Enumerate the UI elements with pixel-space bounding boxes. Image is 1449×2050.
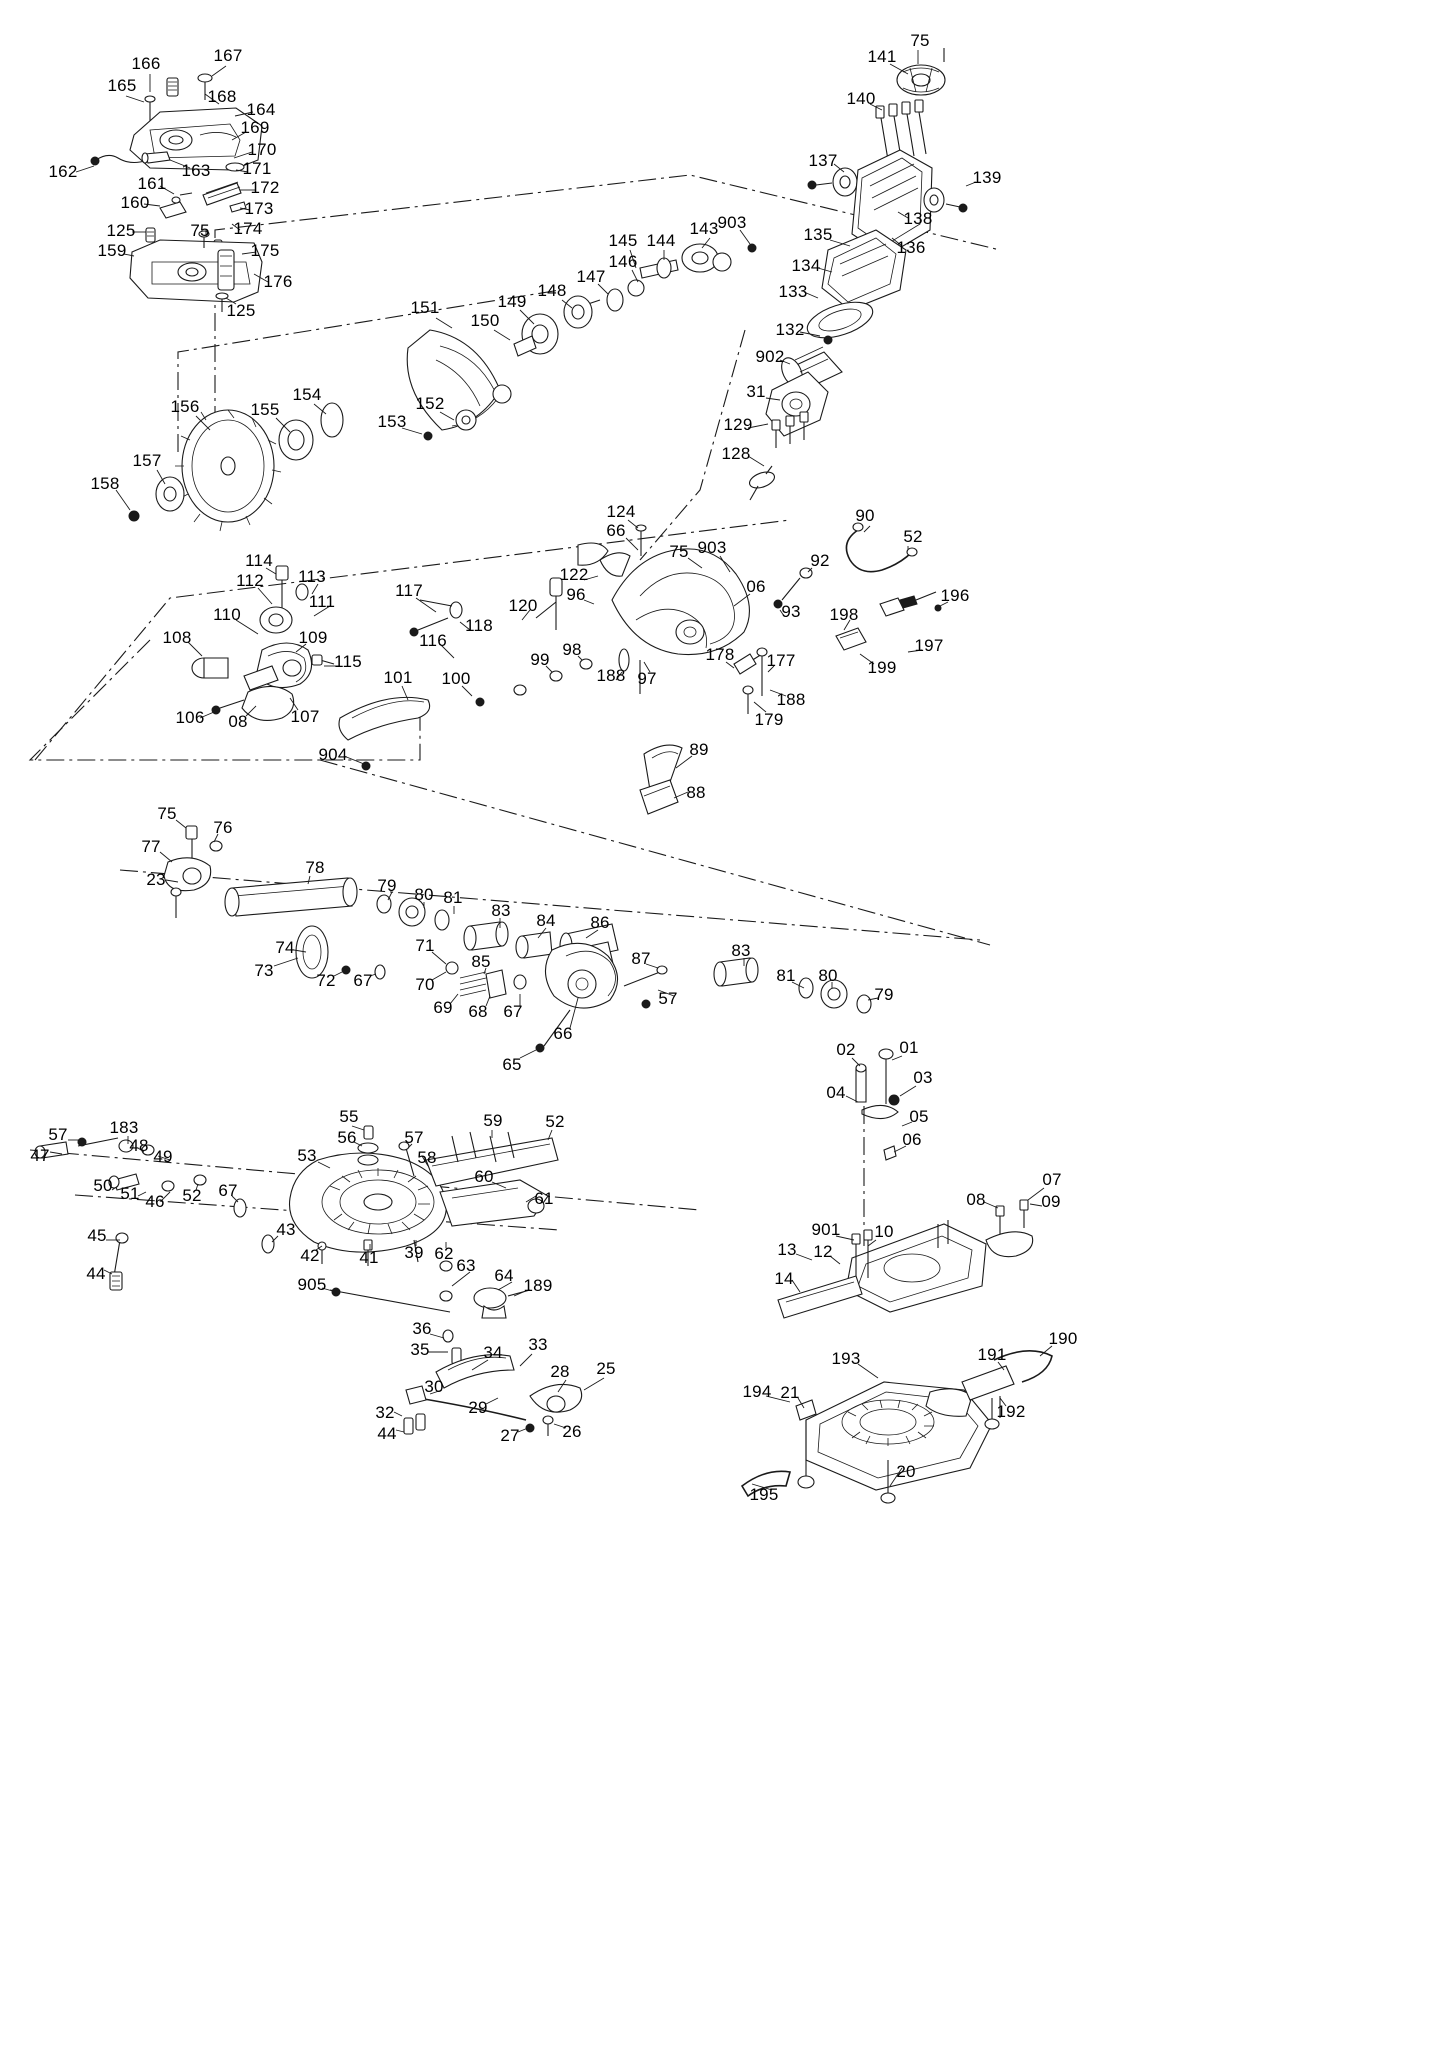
callout-179: 179 bbox=[754, 710, 784, 729]
group-gearbox-left bbox=[192, 566, 556, 770]
callout-06: 06 bbox=[746, 577, 766, 596]
callout-167: 167 bbox=[213, 46, 243, 65]
callout-163: 163 bbox=[181, 161, 211, 180]
callout-904: 904 bbox=[318, 745, 348, 764]
callout-146: 146 bbox=[608, 252, 638, 271]
callout-39: 39 bbox=[404, 1243, 424, 1262]
callout-195: 195 bbox=[749, 1485, 779, 1504]
callout-196: 196 bbox=[940, 586, 970, 605]
callout-183: 183 bbox=[109, 1118, 139, 1137]
callout-118: 118 bbox=[465, 616, 493, 635]
callout-129: 129 bbox=[723, 415, 753, 434]
callout-57: 57 bbox=[48, 1125, 68, 1144]
callout-71: 71 bbox=[415, 936, 435, 955]
callout-75: 75 bbox=[910, 31, 930, 50]
callout-70: 70 bbox=[415, 975, 435, 994]
callout-139: 139 bbox=[972, 168, 1002, 187]
callout-51: 51 bbox=[120, 1184, 140, 1203]
callout-45: 45 bbox=[87, 1226, 107, 1245]
callout-96: 96 bbox=[566, 585, 586, 604]
callout-175: 175 bbox=[250, 241, 280, 260]
callout-173: 173 bbox=[244, 199, 274, 218]
callout-133: 133 bbox=[778, 282, 808, 301]
callout-107: 107 bbox=[290, 707, 320, 726]
callout-114: 114 bbox=[245, 551, 273, 570]
callout-97: 97 bbox=[637, 669, 657, 688]
callout-197: 197 bbox=[914, 636, 944, 655]
callout-77: 77 bbox=[141, 837, 161, 856]
callout-160: 160 bbox=[120, 193, 150, 212]
callout-31: 31 bbox=[746, 382, 766, 401]
group-handle-top-left bbox=[91, 74, 262, 312]
callout-03: 03 bbox=[913, 1068, 933, 1087]
callout-49: 49 bbox=[153, 1147, 173, 1166]
callout-109: 109 bbox=[298, 628, 328, 647]
callout-92: 92 bbox=[810, 551, 830, 570]
callout-189: 189 bbox=[523, 1276, 553, 1295]
callout-172: 172 bbox=[250, 178, 280, 197]
callout-150: 150 bbox=[470, 311, 500, 330]
callout-56: 56 bbox=[337, 1128, 357, 1147]
callout-57: 57 bbox=[404, 1128, 424, 1147]
group-motor bbox=[747, 48, 967, 500]
callout-02: 02 bbox=[836, 1040, 856, 1059]
callout-192: 192 bbox=[996, 1402, 1026, 1421]
callout-193: 193 bbox=[831, 1349, 861, 1368]
callout-111: 111 bbox=[308, 592, 336, 611]
callout-06: 06 bbox=[902, 1130, 922, 1149]
callout-66: 66 bbox=[553, 1024, 573, 1043]
callout-01: 01 bbox=[899, 1038, 919, 1057]
callout-161: 161 bbox=[137, 174, 167, 193]
callout-87: 87 bbox=[631, 949, 651, 968]
callout-138: 138 bbox=[903, 209, 933, 228]
callout-106: 106 bbox=[175, 708, 205, 727]
callout-52: 52 bbox=[182, 1186, 202, 1205]
callout-99: 99 bbox=[530, 650, 550, 669]
callout-143: 143 bbox=[689, 219, 719, 238]
callout-115: 115 bbox=[334, 652, 362, 671]
callout-69: 69 bbox=[433, 998, 453, 1017]
callout-44: 44 bbox=[86, 1264, 106, 1283]
callout-188: 188 bbox=[776, 690, 806, 709]
callout-155: 155 bbox=[250, 400, 280, 419]
callout-79: 79 bbox=[377, 876, 397, 895]
callout-112: 112 bbox=[236, 571, 264, 590]
callout-27: 27 bbox=[500, 1426, 520, 1445]
callout-156: 156 bbox=[170, 397, 200, 416]
callout-08: 08 bbox=[228, 712, 248, 731]
callout-124: 124 bbox=[606, 502, 636, 521]
callout-47: 47 bbox=[30, 1146, 50, 1165]
callout-21: 21 bbox=[780, 1383, 800, 1402]
callout-83: 83 bbox=[491, 901, 511, 920]
callout-14: 14 bbox=[774, 1269, 794, 1288]
callout-159: 159 bbox=[97, 241, 127, 260]
callout-901: 901 bbox=[811, 1220, 841, 1239]
callout-25: 25 bbox=[596, 1359, 616, 1378]
callout-80: 80 bbox=[414, 885, 434, 904]
callout-61: 61 bbox=[534, 1189, 554, 1208]
callout-66: 66 bbox=[606, 521, 626, 540]
callout-12: 12 bbox=[813, 1242, 833, 1261]
callout-158: 158 bbox=[90, 474, 120, 493]
callout-116: 116 bbox=[419, 631, 447, 650]
callout-120: 120 bbox=[508, 596, 538, 615]
callout-169: 169 bbox=[240, 118, 270, 137]
callout-58: 58 bbox=[417, 1148, 437, 1167]
callout-63: 63 bbox=[456, 1256, 476, 1275]
callout-177: 177 bbox=[766, 651, 796, 670]
callout-64: 64 bbox=[494, 1266, 514, 1285]
callout-53: 53 bbox=[297, 1146, 317, 1165]
callout-93: 93 bbox=[781, 602, 801, 621]
callout-23: 23 bbox=[146, 870, 166, 889]
callout-34: 34 bbox=[483, 1343, 503, 1362]
callout-55: 55 bbox=[339, 1107, 359, 1126]
callout-78: 78 bbox=[305, 858, 325, 877]
callout-905: 905 bbox=[297, 1275, 327, 1294]
callout-903: 903 bbox=[697, 538, 727, 557]
callout-67: 67 bbox=[218, 1181, 238, 1200]
callout-168: 168 bbox=[207, 87, 237, 106]
callout-59: 59 bbox=[483, 1111, 503, 1130]
callout-76: 76 bbox=[213, 818, 233, 837]
callout-42: 42 bbox=[300, 1246, 320, 1265]
callout-73: 73 bbox=[254, 961, 274, 980]
callout-101: 101 bbox=[383, 668, 413, 687]
callout-52: 52 bbox=[903, 527, 923, 546]
callout-29: 29 bbox=[468, 1398, 488, 1417]
callout-81: 81 bbox=[443, 888, 463, 907]
callout-191: 191 bbox=[977, 1345, 1007, 1364]
callout-74: 74 bbox=[275, 938, 295, 957]
callout-33: 33 bbox=[528, 1335, 548, 1354]
callout-132: 132 bbox=[775, 320, 805, 339]
callout-84: 84 bbox=[536, 911, 556, 930]
callout-164: 164 bbox=[246, 100, 276, 119]
callout-125: 125 bbox=[106, 221, 136, 240]
callout-60: 60 bbox=[474, 1167, 494, 1186]
callout-902: 902 bbox=[755, 347, 785, 366]
callout-176: 176 bbox=[263, 272, 293, 291]
callout-165: 165 bbox=[107, 76, 137, 95]
callout-151: 151 bbox=[410, 298, 440, 317]
callout-36: 36 bbox=[412, 1319, 432, 1338]
callout-80: 80 bbox=[818, 966, 838, 985]
callout-154: 154 bbox=[292, 385, 322, 404]
callout-35: 35 bbox=[410, 1340, 430, 1359]
callout-903: 903 bbox=[717, 213, 747, 232]
callout-152: 152 bbox=[415, 394, 445, 413]
callout-98: 98 bbox=[562, 640, 582, 659]
callout-50: 50 bbox=[93, 1176, 113, 1195]
callout-88: 88 bbox=[686, 783, 706, 802]
callout-65: 65 bbox=[502, 1055, 522, 1074]
callout-166: 166 bbox=[131, 54, 161, 73]
callout-67: 67 bbox=[353, 971, 373, 990]
callout-86: 86 bbox=[590, 913, 610, 932]
callout-148: 148 bbox=[537, 281, 567, 300]
callout-85: 85 bbox=[471, 952, 491, 971]
callout-26: 26 bbox=[562, 1422, 582, 1441]
callout-145: 145 bbox=[608, 231, 638, 250]
callout-30: 30 bbox=[424, 1377, 444, 1396]
callout-43: 43 bbox=[276, 1220, 296, 1239]
callout-136: 136 bbox=[896, 238, 926, 257]
callout-162: 162 bbox=[48, 162, 78, 181]
callout-75: 75 bbox=[669, 542, 689, 561]
callout-72: 72 bbox=[316, 971, 336, 990]
callout-75: 75 bbox=[190, 221, 210, 240]
callout-108: 108 bbox=[162, 628, 192, 647]
callout-194: 194 bbox=[742, 1382, 772, 1401]
callout-113: 113 bbox=[298, 567, 326, 586]
callout-62: 62 bbox=[434, 1244, 454, 1263]
callout-68: 68 bbox=[468, 1002, 488, 1021]
callout-198: 198 bbox=[829, 605, 859, 624]
callout-178: 178 bbox=[705, 645, 735, 664]
callout-46: 46 bbox=[145, 1192, 165, 1211]
callout-122: 122 bbox=[559, 565, 589, 584]
callout-44: 44 bbox=[377, 1424, 397, 1443]
callout-137: 137 bbox=[808, 151, 838, 170]
callout-79: 79 bbox=[874, 985, 894, 1004]
callout-90: 90 bbox=[855, 506, 875, 525]
callout-190: 190 bbox=[1048, 1329, 1078, 1348]
callout-07: 07 bbox=[1042, 1170, 1062, 1189]
callout-08: 08 bbox=[966, 1190, 986, 1209]
callout-110: 110 bbox=[213, 605, 241, 624]
callout-81: 81 bbox=[776, 966, 796, 985]
callout-04: 04 bbox=[826, 1083, 846, 1102]
callout-199: 199 bbox=[867, 658, 897, 677]
callout-89: 89 bbox=[689, 740, 709, 759]
callout-157: 157 bbox=[132, 451, 162, 470]
callout-52: 52 bbox=[545, 1112, 565, 1131]
callout-128: 128 bbox=[721, 444, 751, 463]
callout-134: 134 bbox=[791, 256, 821, 275]
callout-57: 57 bbox=[658, 989, 678, 1008]
callout-28: 28 bbox=[550, 1362, 570, 1381]
callout-188: 188 bbox=[596, 666, 626, 685]
callout-171: 171 bbox=[242, 159, 272, 178]
callout-41: 41 bbox=[359, 1248, 379, 1267]
callout-149: 149 bbox=[497, 292, 527, 311]
group-dust-spout bbox=[640, 745, 682, 814]
callout-48: 48 bbox=[129, 1136, 149, 1155]
callout-135: 135 bbox=[803, 225, 833, 244]
callout-147: 147 bbox=[576, 267, 606, 286]
callout-75: 75 bbox=[157, 804, 177, 823]
callout-10: 10 bbox=[874, 1222, 894, 1241]
callout-09: 09 bbox=[1041, 1192, 1061, 1211]
callout-125: 125 bbox=[226, 301, 256, 320]
callout-117: 117 bbox=[395, 581, 423, 600]
callout-32: 32 bbox=[375, 1403, 395, 1422]
callout-05: 05 bbox=[909, 1107, 929, 1126]
callout-174: 174 bbox=[233, 219, 263, 238]
callout-141: 141 bbox=[867, 47, 897, 66]
callout-170: 170 bbox=[247, 140, 277, 159]
callout-100: 100 bbox=[441, 669, 471, 688]
callout-153: 153 bbox=[377, 412, 407, 431]
callout-67: 67 bbox=[503, 1002, 523, 1021]
callout-13: 13 bbox=[777, 1240, 797, 1259]
callout-140: 140 bbox=[846, 89, 876, 108]
callout-83: 83 bbox=[731, 941, 751, 960]
callout-144: 144 bbox=[646, 231, 676, 250]
callout-20: 20 bbox=[896, 1462, 916, 1481]
